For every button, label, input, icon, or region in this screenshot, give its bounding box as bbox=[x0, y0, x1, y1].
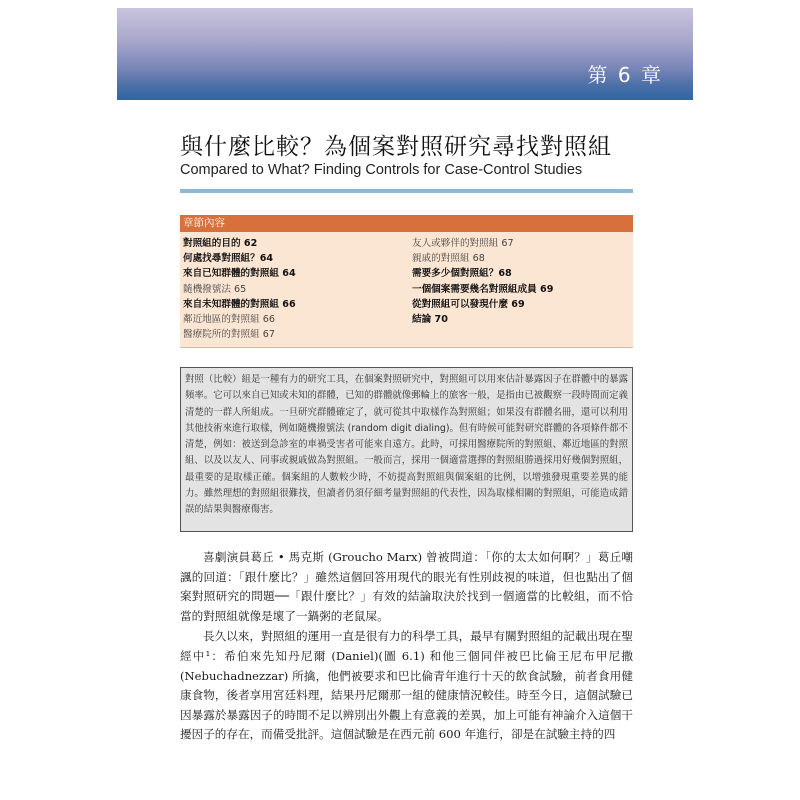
contents-heading: 章節內容 bbox=[180, 215, 633, 232]
toc-item: 從對照組可以發現什麼 69 bbox=[412, 298, 525, 310]
body-paragraph: 喜劇演員葛丘 • 馬克斯 (Groucho Marx) 曾被問道：「你的太太如何啊？」葛丘嘲諷的回道：「跟什麼比？」雖然這個回答用現代的眼光有性別歧視的味道，但也點出了個案對照研究的問題──「跟什麼比？」有效的結論取決於找到一個適當的比較組，而不恰當的對照組就像是壞了一鍋粥的老鼠屎。 bbox=[180, 550, 633, 623]
toc-item: 對照組的目的 62 bbox=[183, 238, 258, 249]
contents-right-column bbox=[412, 236, 632, 327]
toc-item: 何處找尋對照組？64 bbox=[183, 253, 274, 265]
toc-item: 鄰近地區的對照組 66 bbox=[183, 314, 276, 326]
chapter-contents-box bbox=[180, 215, 633, 348]
chapter-summary-box: 對照（比較）組是一種有力的研究工具，在個案對照研究中，對照組可以用來估計暴露因子在群體中的暴露頻率。它可以來自已知或未知的群體，已知的群體就像郵輪上的旅客一般，是指由已被觀察一段時間而定義清楚的一群人所組成。一旦研究群體確定了，就可從其中取樣作為對照組；如果沒有群體名冊，還可以利用其他技術來進行取樣，例如隨機撥號法 (random digit dialing)。但有時候可能對研究群體的各項條件都不清楚，例如：被送到急診室的車禍受害者可能來自遠方。此時，可採用醫療院所的對照組、鄰近地區的對照組、以及以友人、同事或親戚做為對照組。一般而言，採用一個適當選擇的對照組勝過採用好幾個對照組，最重要的是取樣正確。個案組的人數較少時，不妨提高對照組與個案組的比例，以增強發現重要差異的能力。雖然理想的對照組很難找，但讀者仍須仔細考量對照組的代表性，因為取樣相關的對照組，可能造成錯誤的結果與醫療傷害。 bbox=[180, 367, 633, 532]
title-divider bbox=[180, 189, 633, 193]
toc-item: 醫療院所的對照組 67 bbox=[183, 329, 276, 341]
toc-item: 親戚的對照組 68 bbox=[412, 253, 485, 265]
chapter-banner bbox=[117, 8, 693, 100]
toc-item: 需要多少個對照組？68 bbox=[412, 268, 512, 280]
toc-item: 來自未知群體的對照組 66 bbox=[183, 298, 296, 310]
toc-item: 一個個案需要幾名對照組成員 69 bbox=[412, 283, 554, 295]
body-paragraph: 長久以來，對照組的運用一直是很有力的科學工具，最早有關對照組的記載出現在聖經中¹：希伯來先知丹尼爾 (Daniel)(圖 6.1) 和他三個同伴被巴比倫王尼布甲尼撒 (Nebuchadnezzar) 所擒，他們被要求和巴比倫青年進行十天的飲食試驗，前者食用健康食物，後者享用宮廷料理，結果丹尼爾那一組的健康情況較佳。時至今日，這個試驗已因暴露於暴露因子的時間不足以辨別出外觀上有意義的差異，加上可能有神論介入這個干擾因子的存在，而備受批評。這個試驗是在西元前 600 年進行，卻是在試驗主持的四 bbox=[180, 629, 633, 742]
toc-item: 隨機撥號法 65 bbox=[183, 283, 247, 295]
contents-left-column bbox=[183, 236, 408, 342]
chapter-title-chinese: 與什麼比較？為個案對照研究尋找對照組 bbox=[180, 134, 612, 160]
toc-item: 友人或夥伴的對照組 67 bbox=[412, 238, 514, 249]
toc-item: 結論 70 bbox=[412, 314, 448, 326]
body-text bbox=[180, 548, 633, 745]
toc-item: 來自已知群體的對照組 64 bbox=[183, 268, 296, 280]
chapter-label: 第 6 章 bbox=[587, 63, 663, 87]
chapter-title-english: Compared to What? Finding Controls for Case-Control Studies bbox=[180, 162, 583, 178]
